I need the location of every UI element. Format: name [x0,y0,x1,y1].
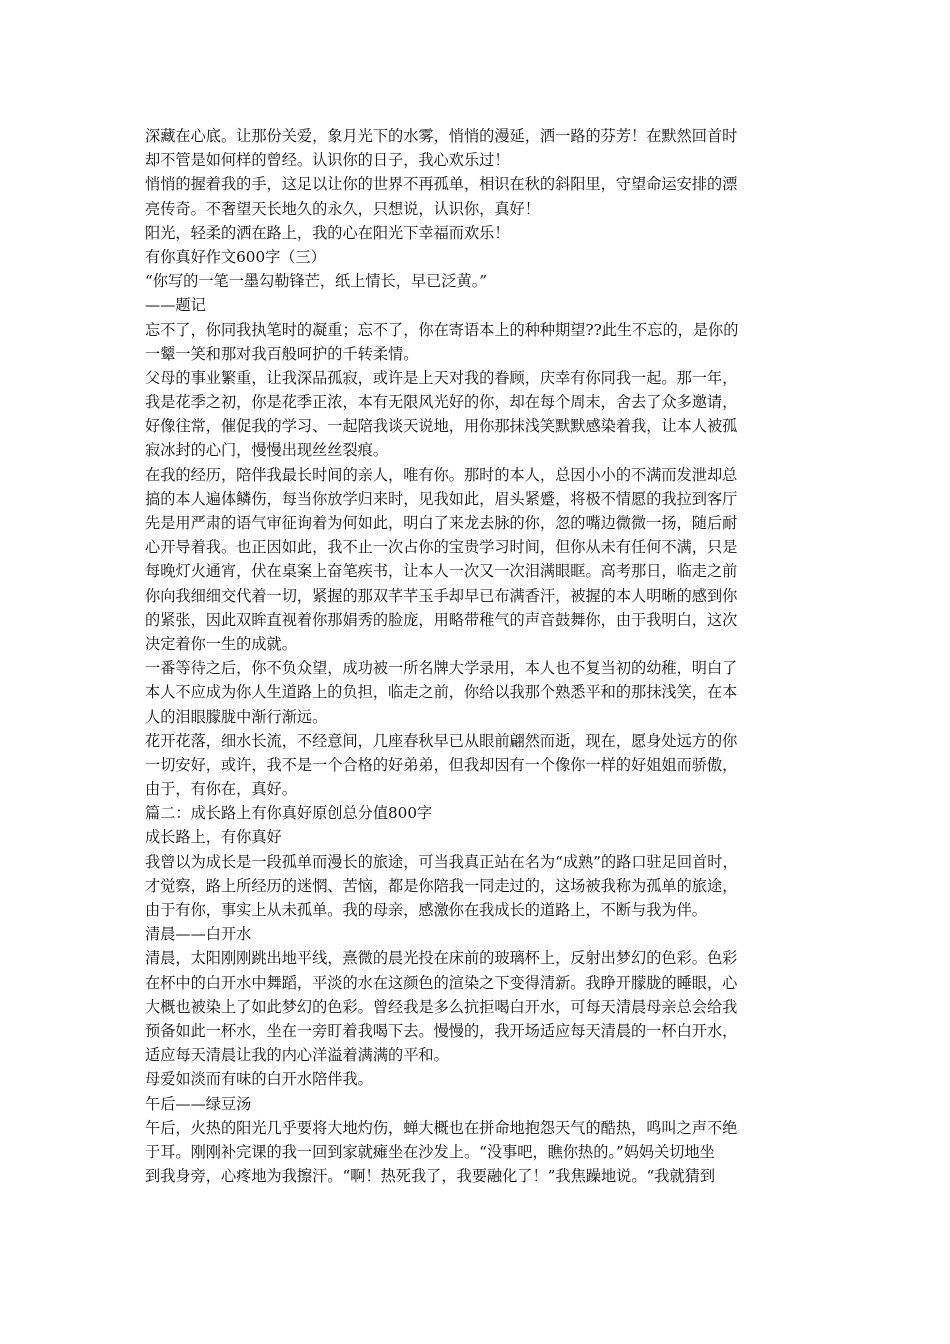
text-line: 的紧张，因此双眸直视着你那娟秀的脸庞，用略带稚气的声音鼓舞你，由于我明白，这次 [145,610,738,629]
text-line: 到我身旁，心疼地为我擦汗。“啊！热死我了，我要融化了！”我焦躁地说。“我就猜到 [145,1167,716,1186]
text-line: 本人不应成为你人生道路上的负担，临走之前，你给以我那个熟悉平和的那抹浅笑，在本 [145,683,738,702]
text-line: 有你真好作文600字（三） [145,247,326,266]
text-line: 心开导着我。也正因如此，我不止一次占你的宝贵学习时间，但你从未有任何不满，只是 [145,538,738,557]
text-line: 亮传奇。不奢望天长地久的永久，只想说，认识你，真好！ [145,199,540,218]
text-line: 阳光，轻柔的洒在路上，我的心在阳光下幸福而欢乐！ [145,223,510,242]
text-line: 午后——绿豆汤 [145,1094,252,1113]
text-line: 一番等待之后，你不负众望，成功被一所名牌大学录用，本人也不复当初的幼稚，明白了 [145,659,738,678]
text-line: 预备如此一杯水，坐在一旁盯着我喝下去。慢慢的，我开场适应每天清晨的一杯白开水， [145,1021,738,1040]
text-line: 却不管是如何样的曾经。认识你的日子，我心欢乐过！ [145,151,510,170]
text-line: 由于有你，事实上从未孤单。我的母亲，感激你在我成长的道路上，不断与我为伴。 [145,901,707,919]
text-line: 适应每天清晨让我的内心洋溢着满满的平和。 [145,1046,449,1065]
text-line: 一颦一笑和那对我百般呵护的千转柔情。 [145,344,419,363]
text-line: 清晨，太阳刚刚跳出地平线，熹微的晨光投在床前的玻璃杯上，反射出梦幻的色彩。色彩 [145,949,738,968]
text-line: 好像往常，催促我的学习、一起陪我谈天说地，用你那抹浅笑默默感染着我，让本人被孤 [145,417,738,436]
text-line: 一切安好，或许，我不是一个合格的好弟弟，但我却因有一个像你一样的好姐姐而骄傲， [145,755,738,774]
text-line: 由于，有你在，真好。 [145,780,297,799]
text-line: 每晚灯火通宵，伏在桌案上奋笔疾书，让本人一次又一次泪满眼眶。高考那日，临走之前 [145,562,738,581]
text-line: 花开花落，细水长流，不经意间，几座春秋早已从眼前翩然而逝，现在，愿身处远方的你 [145,731,738,750]
text-line: 成长路上，有你真好 [145,828,282,847]
text-line: 午后，火热的阳光几乎要将大地灼伤，蝉大概也在拼命地抱怨天气的酷热，鸣叫之声不绝 [145,1118,738,1137]
text-line: 母爱如淡而有味的白开水陪伴我。 [145,1070,373,1089]
text-line: 你向我细细交代着一切，紧握的那双芊芊玉手却早已布满香汗，被握的本人明晰的感到你 [145,586,738,605]
text-line: 决定着你一生的成就。 [145,634,297,653]
document-body [145,124,825,1188]
text-line: 清晨——白开水 [145,925,252,944]
text-line: 于耳。刚刚补完课的我一回到家就瘫坐在沙发上。“没事吧，瞧你热的。”妈妈关切地坐 [145,1142,715,1161]
text-line: 在我的经历，陪伴我最长时间的亲人，唯有你。那时的本人，总因小小的不满而发泄却总 [145,465,738,484]
text-line: 我曾以为成长是一段孤单而漫长的旅途，可当我真正站在名为“成熟”的路口驻足回首时， [145,852,738,871]
text-line: 寂冰封的心门，慢慢出现丝丝裂痕。 [145,441,388,460]
text-line: 父母的事业繁重，让我深品孤寂，或许是上天对我的眷顾，庆幸有你同我一起。那一年， [145,368,738,387]
text-line: 才觉察，路上所经历的迷惘、苦恼，都是你陪我一同走过的，这场被我称为孤单的旅途， [145,876,738,895]
text-line: 大概也被染上了如此梦幻的色彩。曾经我是多么抗拒喝白开水，可每天清晨母亲总会给我 [145,997,738,1016]
text-line: “你写的一笔一墨勾勒锋芒，纸上情长，早已泛黄。” [145,272,488,291]
text-line: ——题记 [145,296,206,315]
text-line: 悄悄的握着我的手，这足以让你的世界不再孤单，相识在秋的斜阳里，守望命运安排的漂 [145,175,738,194]
text-line: 先是用严肃的语气审征询着为何如此，明白了来龙去脉的你，忽的嘴边微微一扬，随后耐 [145,514,738,532]
text-line: 在杯中的白开水中舞蹈，平淡的水在这颜色的渲染之下变得清新。我睁开朦胧的睡眼，心 [145,973,738,992]
text-line: 搞的本人遍体鳞伤，每当你放学归来时，见我如此，眉头紧蹙，将极不情愿的我拉到客厅 [145,489,738,508]
text-line: 深藏在心底。让那份关爱，象月光下的水雾，悄悄的漫延，洒一路的芬芳！在默然回首时 [145,127,738,145]
text-line: 我是花季之初，你是花季正浓，本有无限风光好的你，却在每个周末，舍去了众多邀请， [145,393,738,412]
text-line: 人的泪眼朦胧中渐行渐远。 [145,707,328,726]
text-line: 忘不了，你同我执笔时的凝重；忘不了，你在寄语本上的种种期望??此生不忘的，是你的 [145,320,739,339]
text-line: 篇二：成长路上有你真好原创总分值800字 [145,804,433,823]
